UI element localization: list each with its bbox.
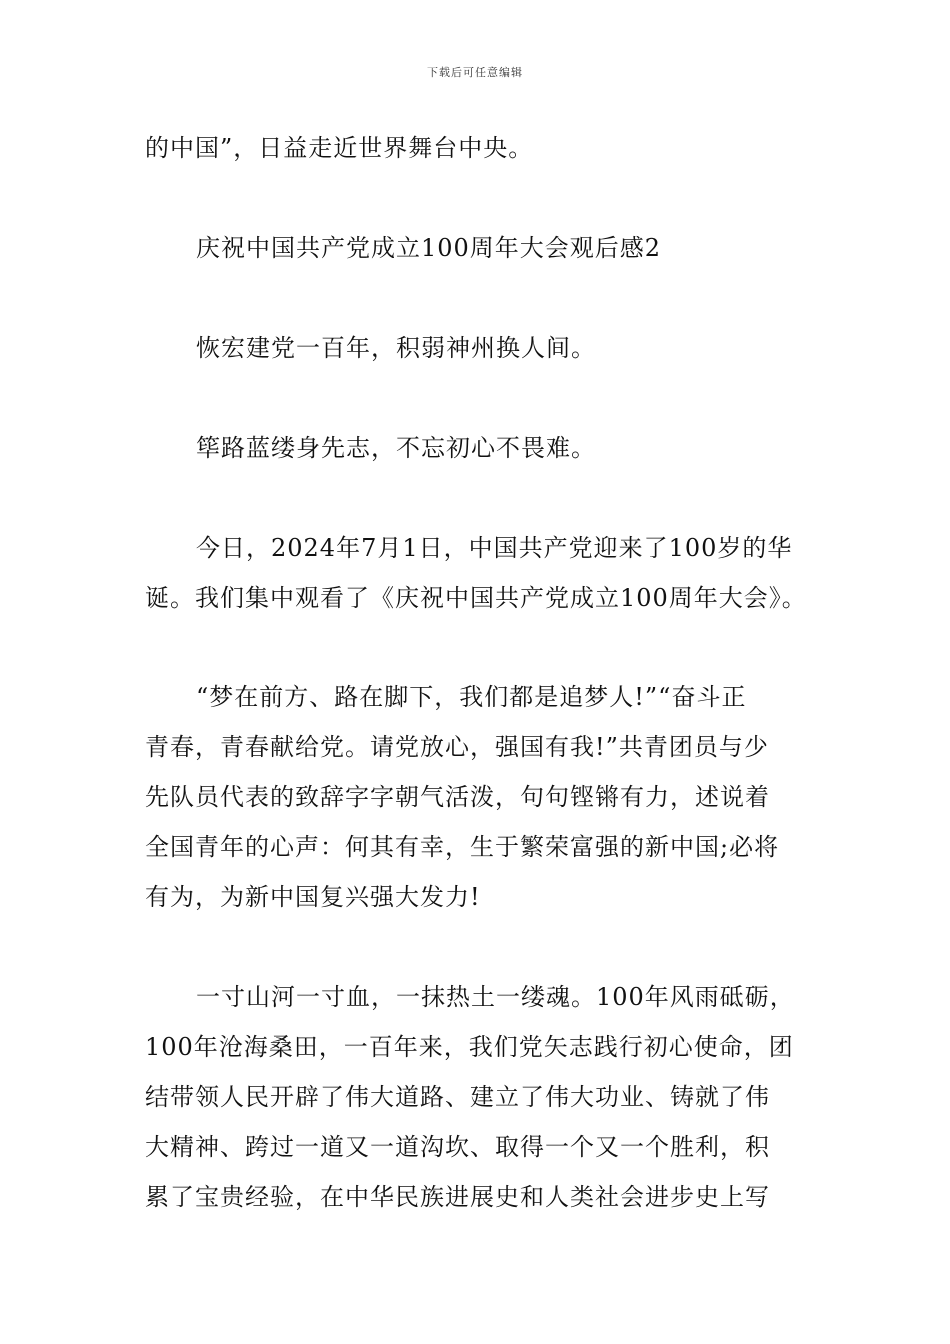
text-line: “梦在前方、路在脚下，我们都是追梦人!”“奋斗正 [196, 683, 747, 711]
poem-line-2 [145, 423, 861, 473]
paragraph-date [145, 523, 810, 623]
text-line: 100年沧海桑田，一百年来，我们党矢志践行初心使命，团 [145, 1033, 794, 1061]
paragraph-continuation [145, 123, 810, 173]
poem-line-1 [145, 323, 861, 373]
text-line: 筚路蓝缕身先志，不忘初心不畏难。 [196, 434, 596, 462]
text-line: 先队员代表的致辞字字朝气活泼，句句铿锵有力，述说着 [145, 783, 770, 811]
text-line: 有为，为新中国复兴强大发力! [145, 883, 481, 911]
text-line: 一寸山河一寸血，一抹热土一缕魂。100年风雨砥砺， [196, 983, 795, 1011]
text-line: 今日，2024年7月1日，中国共产党迎来了100岁的华 [196, 534, 793, 562]
text-line: 大精神、跨过一道又一道沟坎、取得一个又一个胜利，积 [145, 1133, 770, 1161]
paragraph-youth [145, 672, 810, 922]
text-line: 青春，青春献给党。请党放心，强国有我!”共青团员与少 [145, 733, 769, 761]
text-line: 庆祝中国共产党成立100周年大会观后感2 [196, 234, 662, 262]
page-header: 下载后可任意编辑 [427, 66, 523, 79]
text-line: 结带领人民开辟了伟大道路、建立了伟大功业、铸就了伟 [145, 1083, 770, 1111]
text-line: 累了宝贵经验，在中华民族进展史和人类社会进步史上写 [145, 1183, 770, 1211]
paragraph-history [145, 972, 810, 1222]
text-line: 的中国”，日益走近世界舞台中央。 [145, 134, 534, 162]
text-line: 恢宏建党一百年，积弱神州换人间。 [196, 334, 596, 362]
text-line: 全国青年的心声：何其有幸，生于繁荣富强的新中国;必将 [145, 833, 780, 861]
text-line: 诞。我们集中观看了《庆祝中国共产党成立100周年大会》。 [145, 584, 807, 612]
section-title [145, 223, 861, 273]
